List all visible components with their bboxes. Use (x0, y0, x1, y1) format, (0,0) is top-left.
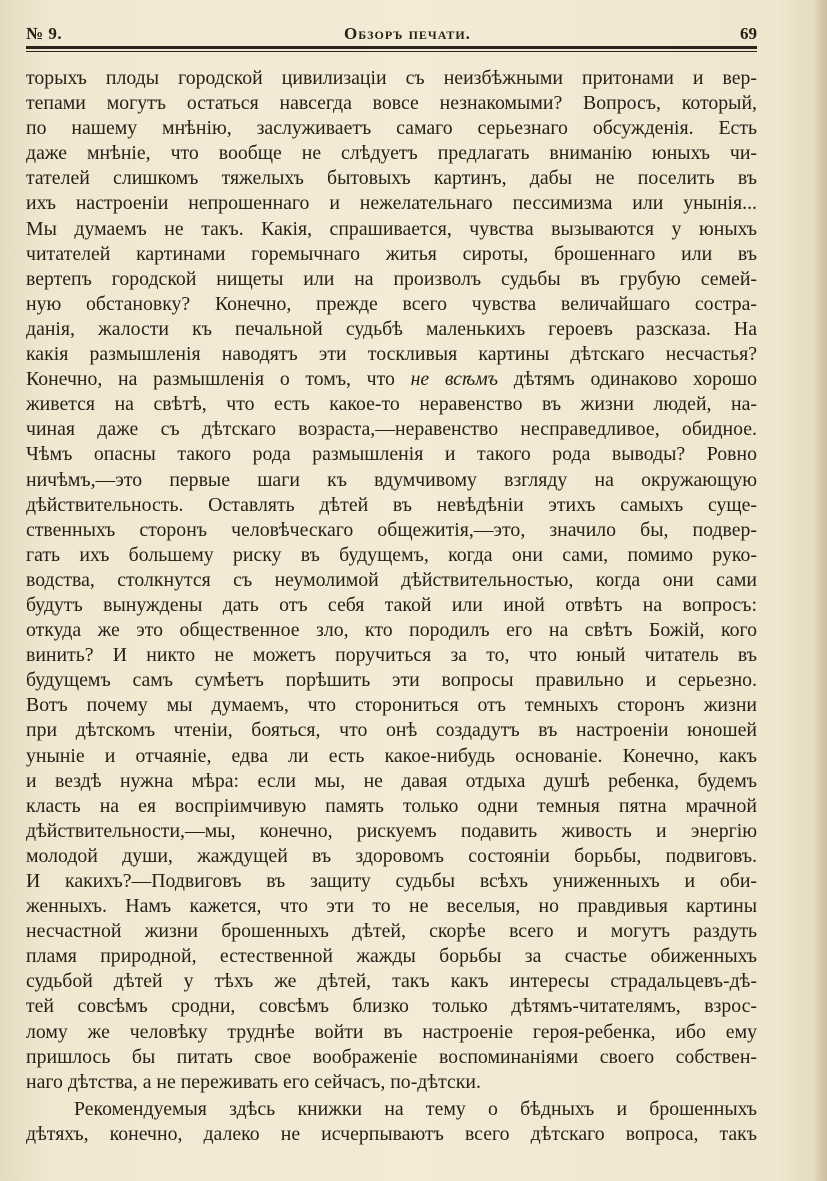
text-segment: Конечно, на размышленія о томъ, что (26, 368, 411, 391)
text-line: ственныхъ сторонъ человѣческаго общежитія,—это, значило бы, подвер- (26, 518, 757, 541)
text-line: будутъ вынуждены дать отъ себя такой или иной отвѣтъ на вопросъ: (26, 593, 757, 616)
text-line: пламя природной, естественной жажды борьбы за счастье обиженныхъ (26, 945, 757, 968)
text-line: ихъ настроеніи непрошеннаго и нежелательнаго пессимизма или унынія... (26, 192, 757, 215)
text-line: наго дѣтства, а не переживать его сейчасъ, по-дѣтски. (26, 1070, 481, 1093)
text-line: Рекомендуемыя здѣсь книжки на тему о бѣдныхъ и брошенныхъ (74, 1097, 757, 1120)
text-line: и вездѣ нужна мѣра: если мы, не давая отдыха душѣ ребенка, будемъ (26, 769, 757, 792)
text-line: уныніе и отчаяніе, едва ли есть какое-нибудь основаніе. Конечно, какъ (26, 744, 757, 767)
text-line: водства, столкнутся съ неумолимой дѣйствительностью, когда они сами (26, 568, 757, 591)
text-line: молодой души, жаждущей въ здоровомъ состояніи борьбы, подвиговъ. (26, 844, 757, 867)
text-line: при дѣтскомъ чтеніи, бояться, что онѣ создадутъ въ настроеніи юношей (26, 719, 757, 742)
text-line: дѣйствительность. Оставлять дѣтей въ невѣдѣніи этихъ самыхъ суще- (26, 493, 757, 516)
text-line: тепами могутъ остаться навсегда вовсе незнакомыми? Вопросъ, который, (26, 92, 757, 115)
text-line: ничѣмъ,—это первые шаги къ вдумчивому взгляду на окружающую (26, 468, 757, 491)
text-line: будущемъ самъ сумѣетъ порѣшить эти вопросы правильно и серьезно. (26, 669, 757, 692)
text-line: дѣтяхъ, конечно, далеко не исчерпываютъ всего дѣтскаго вопроса, такъ (26, 1122, 757, 1145)
header-rule-thin (26, 51, 757, 52)
text-line: Чѣмъ опасны такого рода размышленія и такого рода выводы? Ровно (26, 443, 757, 466)
text-line: читателей картинами горемычнаго житья сироты, брошеннаго или въ (26, 242, 757, 265)
text-line: тателей слишкомъ тяжелыхъ бытовыхъ картинъ, дабы не поселить въ (26, 167, 757, 190)
header-rule-thick (26, 46, 757, 49)
text-line: живется на свѣтѣ, что есть какое-то неравенство въ жизни людей, на- (26, 393, 757, 416)
text-line: какія размышленія наводятъ эти тоскливыя картины дѣтскаго несчастья? (26, 343, 757, 366)
text-segment: дѣтямъ одинаково хорошо (498, 368, 757, 391)
text-line: гать ихъ большему риску въ будущемъ, когда они сами, помимо руко- (26, 543, 757, 566)
text-line: Мы думаемъ не такъ. Какія, спрашивается, чувства вызываются у юныхъ (26, 217, 757, 240)
text-line: винить? И никто не можетъ поручиться за то, что юный читатель въ (26, 644, 757, 667)
text-line: торыхъ плоды городской цивилизаціи съ неизбѣжными притонами и вер- (26, 67, 757, 89)
text-line: дѣйствительности,—мы, конечно, рискуемъ подавить живость и энергію (26, 819, 757, 842)
text-line: лому же человѣку труднѣе войти въ настроеніе героя-ребенка, ибо ему (26, 1020, 757, 1043)
text-line: пришлось бы питать свое воображеніе воспоминаніями своего собствен- (26, 1045, 757, 1068)
text-line: вертепъ городской нищеты или на произволъ судьбы въ грубую семей- (26, 267, 757, 290)
text-line (26, 367, 757, 392)
article-body (26, 66, 757, 1147)
journal-section-title: Обзоръ печати. (344, 24, 471, 43)
text-line: откуда же это общественное зло, кто породилъ его на свѣтъ Божій, кого (26, 619, 757, 642)
italic-emphasis: не всѣмъ (410, 368, 499, 391)
text-line: Вотъ почему мы думаемъ, что сторониться отъ темныхъ сторонъ жизни (26, 694, 757, 717)
text-line: несчастной жизни брошенныхъ дѣтей, скорѣе всего и могутъ раздуть (26, 920, 757, 943)
text-line: И какихъ?—Подвиговъ въ защиту судьбы всѣхъ униженныхъ и оби- (26, 870, 757, 892)
text-line: женныхъ. Намъ кажется, что эти то не веселыя, но правдивыя картины (26, 895, 757, 918)
page-edge-shadow (813, 0, 827, 1181)
text-line: тей совсѣмъ сродни, совсѣмъ близко только дѣтямъ-читателямъ, взрос- (26, 995, 757, 1018)
text-line: по нашему мнѣнію, заслуживаетъ самаго серьезнаго обсужденія. Есть (26, 117, 757, 140)
text-line: данія, жалости къ печальной судьбѣ маленькихъ героевъ разсказа. На (26, 317, 757, 340)
issue-number: № 9. (26, 24, 63, 43)
text-line: ную обстановку? Конечно, прежде всего чувства величайшаго состра- (26, 292, 757, 315)
text-line: судьбой дѣтей у тѣхъ же дѣтей, такъ какъ интересы страдальцевъ-дѣ- (26, 970, 757, 993)
text-line: класть на ея воспріимчивую память только одни темныя пятна мрачной (26, 794, 757, 817)
text-line: даже мнѣніе, что вообще не слѣдуетъ предлагать вниманію юныхъ чи- (26, 142, 757, 165)
text-line: чиная даже съ дѣтскаго возраста,—неравенство несправедливое, обидное. (26, 418, 757, 441)
page-number: 69 (740, 24, 757, 43)
